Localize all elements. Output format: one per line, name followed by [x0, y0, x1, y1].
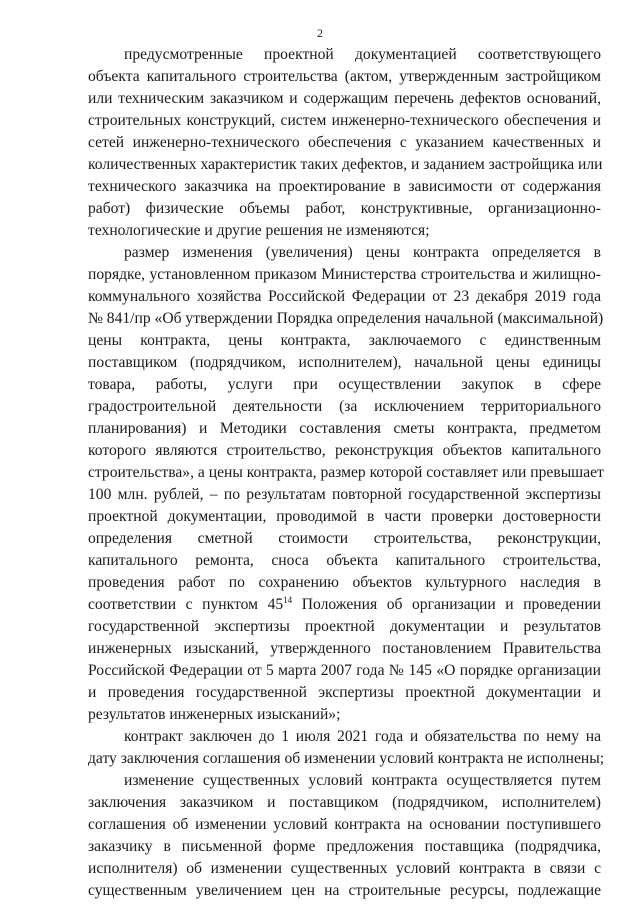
page-number: 2	[317, 26, 323, 40]
text-line: № 841/пр «Об утверждении Порядка определения начальной (максимальной)	[88, 310, 604, 327]
text-line: проведения работ по сохранению объектов культурного наследия в	[88, 574, 601, 591]
text-line: и проведения государственной экспертизы проектной документации и	[88, 684, 601, 701]
text-line: 100 млн. рублей, – по результатам повторной государственной экспертизы	[88, 486, 601, 503]
text-line: цены контракта, цены контракта, заключаемого с единственным	[88, 332, 601, 349]
text-line: градостроительной деятельности (за исключением территориального	[88, 398, 601, 415]
footnote-reference: 14	[283, 594, 293, 605]
text-line: строительных конструкций, систем инженерно-технического обеспечения и	[88, 112, 601, 129]
text-line: капитального ремонта, сноса объекта капитального строительства,	[88, 552, 601, 569]
text-line: строительства», а цены контракта, размер которой составляет или превышает	[88, 464, 604, 481]
text-line: существенным увеличением цен на строительные ресурсы, подлежащие	[88, 882, 601, 899]
text-line: инженерных изысканий, утвержденного постановлением Правительства	[88, 640, 601, 657]
text-line: размер изменения (увеличения) цены контракта определяется в	[124, 244, 601, 261]
text-line: поставщиком (подрядчиком, исполнителем), начальной цены единицы	[88, 354, 601, 371]
text-line: объекта капитального строительства (актом, утвержденным застройщиком	[88, 68, 601, 85]
text-line: планирования) и Методики составления сметы контракта, предметом	[88, 420, 601, 437]
text-line: контракт заключен до 1 июля 2021 года и обязательства по нему на	[124, 728, 601, 745]
text-segment: Положения об организации и проведении	[292, 596, 602, 613]
text-line: Российской Федерации от 5 марта 2007 года № 145 «О порядке организации	[88, 662, 601, 679]
text-line: заказчику в письменной форме предложения поставщика (подрядчика,	[88, 838, 601, 855]
text-line: технического заказчика на проектирование в зависимости от содержания	[88, 178, 601, 195]
text-line: соглашения об изменении условий контракта на основании поступившего	[88, 816, 601, 833]
paragraph	[88, 44, 601, 242]
text-line: работ) физические объемы работ, конструктивные, организационно-	[88, 200, 601, 217]
text-line: количественных характеристик таких дефектов, и заданием застройщика или	[88, 156, 603, 173]
text-line: изменение существенных условий контракта осуществляется путем	[124, 772, 601, 789]
text-line: коммунального хозяйства Российской Федерации от 23 декабря 2019 года	[88, 288, 601, 305]
text-line: определения сметной стоимости строительства, реконструкции,	[88, 530, 601, 547]
text-line	[88, 594, 601, 616]
paragraph	[88, 242, 604, 726]
text-line: или техническим заказчиком и содержащим перечень дефектов оснований,	[88, 90, 601, 107]
text-line: технологические и другие решения не изменяются;	[88, 222, 430, 239]
text-line: товара, работы, услуги при осуществлении закупок в сфере	[88, 376, 601, 393]
paragraph	[88, 770, 601, 902]
document-body	[88, 44, 605, 902]
text-line: проектной документации, проводимой в части проверки достоверности	[88, 508, 601, 525]
text-line: сетей инженерно-технического обеспечения с указанием качественных и	[88, 134, 601, 151]
text-line: дату заключения соглашения об изменении условий контракта не исполнены;	[88, 750, 605, 767]
paragraph	[88, 726, 605, 770]
text-line: порядке, установленном приказом Министерства строительства и жилищно-	[88, 266, 601, 283]
text-line: результатов инженерных изысканий»;	[88, 706, 341, 723]
text-line: которого являются строительство, реконструкция объектов капитального	[88, 442, 601, 459]
text-segment: соответствии с пунктом 45	[88, 596, 284, 613]
text-line: предусмотренные проектной документацией соответствующего	[124, 46, 601, 63]
text-line: заключения заказчиком и поставщиком (подрядчиком, исполнителем)	[88, 794, 601, 811]
text-line: исполнителя) об изменении существенных условий контракта в связи с	[88, 860, 601, 877]
text-line: государственной экспертизы проектной документации и результатов	[88, 618, 601, 635]
